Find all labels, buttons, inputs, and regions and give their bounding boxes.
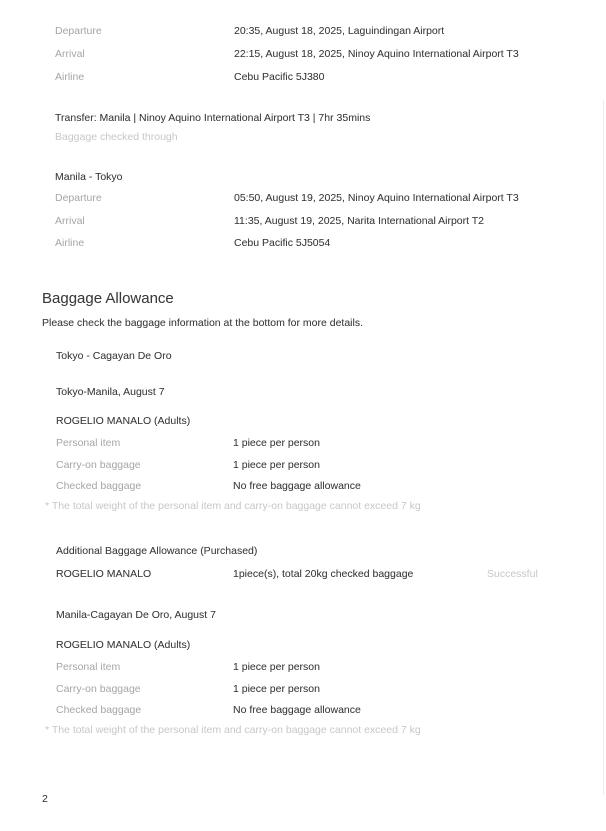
flight-row-arrival — [55, 215, 484, 227]
field-label: Personal item — [56, 437, 121, 449]
field-value: 22:15, August 18, 2025, Ninoy Aquino International Airport T3 — [234, 48, 519, 60]
field-label: Airline — [55, 237, 85, 249]
flight-row-airline — [55, 71, 324, 83]
field-value: 1 piece per person — [233, 683, 320, 695]
field-value: No free baggage allowance — [233, 480, 361, 492]
flight-row-departure — [55, 25, 444, 37]
field-label: Personal item — [56, 661, 121, 673]
leg-title: Tokyo-Manila, August 7 — [56, 386, 165, 398]
field-label: Departure — [55, 192, 102, 204]
field-value: Cebu Pacific 5J380 — [234, 71, 325, 83]
flight-row-airline — [55, 237, 330, 249]
field-value: 1 piece per person — [233, 661, 320, 673]
additional-baggage-title: Additional Baggage Allowance (Purchased) — [56, 545, 258, 557]
baggage-footnote: * The total weight of the personal item and carry-on baggage cannot exceed 7 kg — [45, 724, 421, 736]
baggage-row-carry-on — [56, 459, 320, 471]
field-label: Carry-on baggage — [56, 683, 141, 695]
field-label: Carry-on baggage — [56, 459, 141, 471]
baggage-row-personal-item — [56, 437, 320, 449]
flight-row-departure — [55, 192, 519, 204]
segment-title-manila-tokyo: Manila - Tokyo — [55, 171, 123, 183]
field-label: Airline — [55, 71, 85, 83]
field-value: 1 piece per person — [233, 437, 320, 449]
field-value: No free baggage allowance — [233, 704, 361, 716]
baggage-allowance-subtitle: Please check the baggage information at the bottom for more details. — [42, 317, 364, 329]
baggage-row-checked — [56, 704, 361, 716]
passenger-name: ROGELIO MANALO (Adults) — [56, 415, 191, 427]
additional-baggage-detail: 1piece(s), total 20kg checked baggage — [233, 568, 414, 580]
baggage-checked-through-note: Baggage checked through — [55, 131, 178, 143]
transfer-note: Transfer: Manila | Ninoy Aquino International Airport T3 | 7hr 35mins — [55, 112, 371, 124]
field-value: 1 piece per person — [233, 459, 320, 471]
baggage-allowance-heading: Baggage Allowance — [42, 290, 174, 307]
field-label: Checked baggage — [56, 704, 142, 716]
field-value: 05:50, August 19, 2025, Ninoy Aquino International Airport T3 — [234, 192, 519, 204]
field-value: Cebu Pacific 5J5054 — [234, 237, 331, 249]
baggage-row-carry-on — [56, 683, 320, 695]
field-label: Arrival — [55, 215, 85, 227]
passenger-name: ROGELIO MANALO (Adults) — [56, 639, 191, 651]
leg-title: Manila-Cagayan De Oro, August 7 — [56, 609, 216, 621]
page-number: 2 — [42, 793, 48, 805]
field-label: Departure — [55, 25, 102, 37]
status-badge: Successful — [487, 568, 538, 580]
field-label: Arrival — [55, 48, 85, 60]
page-edge-line — [603, 100, 604, 795]
baggage-footnote: * The total weight of the personal item and carry-on baggage cannot exceed 7 kg — [45, 500, 421, 512]
additional-baggage-row — [56, 568, 538, 580]
route-title: Tokyo - Cagayan De Oro — [56, 350, 172, 362]
baggage-row-checked — [56, 480, 361, 492]
flight-row-arrival — [55, 48, 519, 60]
field-label: Checked baggage — [56, 480, 142, 492]
baggage-row-personal-item — [56, 661, 320, 673]
passenger-name: ROGELIO MANALO — [56, 568, 152, 580]
field-value: 20:35, August 18, 2025, Laguindingan Airport — [234, 25, 445, 37]
field-value: 11:35, August 19, 2025, Narita International Airport T2 — [234, 215, 485, 227]
